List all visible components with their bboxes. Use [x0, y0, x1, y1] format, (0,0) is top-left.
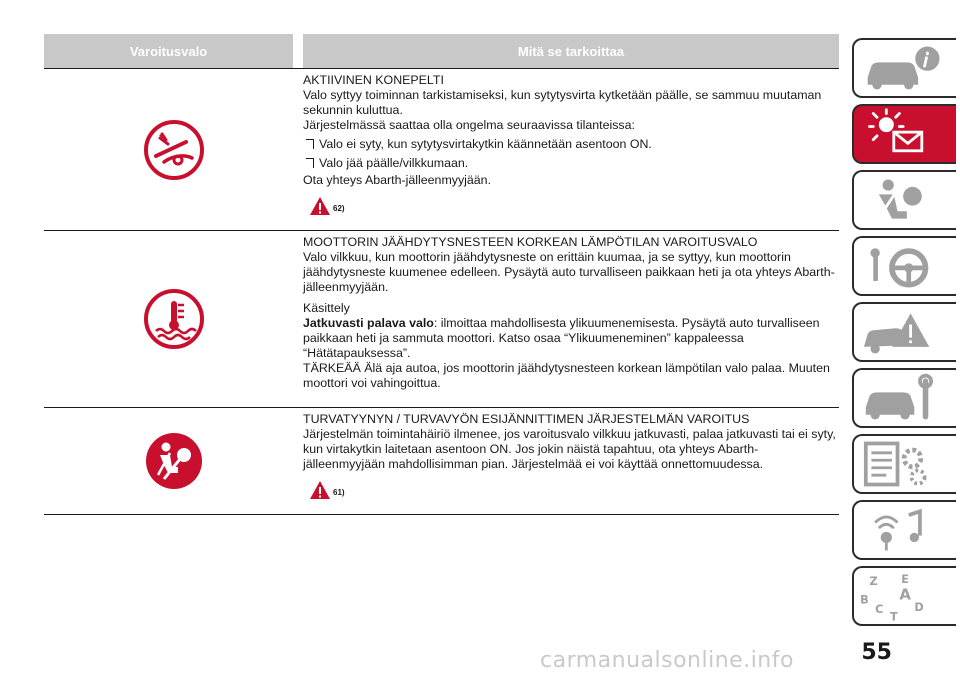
- row-title: MOOTTORIN JÄÄHDYTYSNESTEEN KORKEAN LÄMPÖTILAN VAROITUSVALO: [303, 235, 758, 249]
- airbag-seatbelt-pretensioner-icon: [142, 429, 206, 493]
- section-heading: Käsittely: [303, 301, 350, 315]
- car-accident-warning-icon: [854, 304, 956, 360]
- bullet-text: Valo ei syty, kun sytytysvirtakytkin käännetään asentoon ON.: [319, 137, 652, 151]
- warning-reference: [309, 478, 839, 500]
- row-title: TURVATYYNYN / TURVAVYÖN ESIJÄNNITTIMEN JÄRJESTELMÄN VAROITUS: [303, 412, 750, 426]
- list-item: [303, 137, 839, 152]
- table-row: [44, 230, 839, 407]
- bullet-icon: [306, 158, 314, 168]
- alphabetical-index-icon: [854, 568, 956, 624]
- seatbelt-airbag-icon: [854, 172, 956, 228]
- reference-number: 61): [333, 488, 345, 497]
- description-cell: [303, 408, 839, 514]
- table-header: [44, 34, 839, 68]
- svg-text:Z: Z: [869, 574, 878, 588]
- list-item: [303, 156, 839, 171]
- watermark: carmanualsonline.info: [540, 648, 794, 673]
- row-title: AKTIIVINEN KONEPELTI: [303, 73, 444, 87]
- icon-cell: [44, 408, 303, 514]
- description-cell: [303, 231, 839, 407]
- tab-maintenance[interactable]: [852, 368, 956, 428]
- coolant-temperature-icon: [142, 287, 206, 351]
- multimedia-icon: [854, 502, 956, 558]
- svg-text:B: B: [860, 593, 869, 607]
- description-line: Valo syttyy toiminnan tarkistamiseksi, kun sytytysvirta kytketään päälle, se sammuu muutaman sekunnin kuluttua.: [303, 88, 822, 117]
- active-bonnet-warning-icon: [142, 118, 206, 182]
- tab-multimedia[interactable]: [852, 500, 956, 560]
- bullet-text: Valo jää päälle/vilkkumaan.: [319, 156, 469, 170]
- icon-cell: [44, 69, 303, 230]
- description-line: Järjestelmässä saattaa olla ongelma seuraavissa tilanteissa:: [303, 118, 635, 132]
- important-note: TÄRKEÄÄ Älä aja autoa, jos moottorin jäähdytysnesteen korkean lämpötilan valo palaa. Muuten moottori voi vahingoittua.: [303, 361, 830, 390]
- description-line: Valo vilkkuu, kun moottorin jäähdytysneste on erittäin kuumaa, ja se syttyy, kun moottorin jäähdytysneste kuumenee edelleen. Pysäytä auto turvalliseen paikkaan heti ja ota yhteys Abarth-jälleenmyyjään.: [303, 250, 835, 294]
- bullet-icon: [306, 139, 314, 149]
- svg-text:A: A: [899, 585, 911, 604]
- description-cell: [303, 69, 839, 230]
- bold-label-text: : ilmoittaa mahdollisesta ylikuumenemisesta. Pysäytä auto turvalliseen paikkaan heti ja sammuta moottori. Katso osaa “Ylikuumeneminen” kappaleessa “Hätätapauksessa”.: [303, 316, 820, 360]
- svg-text:E: E: [901, 572, 909, 586]
- description-line: Ota yhteys Abarth-jälleenmyyjään.: [303, 173, 492, 187]
- tab-index[interactable]: [852, 566, 956, 626]
- warning-triangle-icon: [309, 480, 331, 500]
- tab-car-info[interactable]: [852, 38, 956, 98]
- tab-starting-driving[interactable]: [852, 236, 956, 296]
- car-info-icon: [854, 40, 956, 96]
- header-meaning: Mitä se tarkoittaa: [517, 43, 625, 59]
- tab-safety[interactable]: [852, 170, 956, 230]
- svg-text:C: C: [875, 602, 884, 616]
- svg-text:D: D: [914, 600, 924, 614]
- warning-reference: [309, 194, 839, 216]
- tab-specifications[interactable]: [852, 434, 956, 494]
- table-row: [44, 68, 839, 230]
- description-line: Järjestelmän toimintahäiriö ilmenee, jos varoitusvalo vilkkuu jatkuvasti, palaa jatkuvasti tai ei syty, kun virtakytkin laitetaan asentoon ON. Jos jokin näistä tapahtuu, ota yhteys Abarth-jälleenmyyjään mahdollisimman pian. Järjestelmää ei voi käyttää onnettomuudessa.: [303, 427, 836, 471]
- key-steering-wheel-icon: [854, 238, 956, 294]
- warning-lights-table: [44, 34, 839, 515]
- table-row: [44, 407, 839, 515]
- header-warning-light: Varoitusvalo: [44, 34, 303, 68]
- car-maintenance-icon: [854, 370, 956, 426]
- bold-label: Jatkuvasti palava valo: [303, 316, 434, 330]
- description-line: [303, 316, 839, 361]
- page-number: 55: [861, 640, 892, 665]
- svg-text:T: T: [890, 610, 898, 624]
- icon-cell: [44, 231, 303, 407]
- tab-emergency[interactable]: [852, 302, 956, 362]
- specifications-gear-icon: [854, 436, 956, 492]
- warning-light-message-icon: [854, 106, 956, 162]
- tab-warning-lights[interactable]: [852, 104, 956, 164]
- warning-triangle-icon: [309, 196, 331, 216]
- reference-number: 62): [333, 204, 345, 213]
